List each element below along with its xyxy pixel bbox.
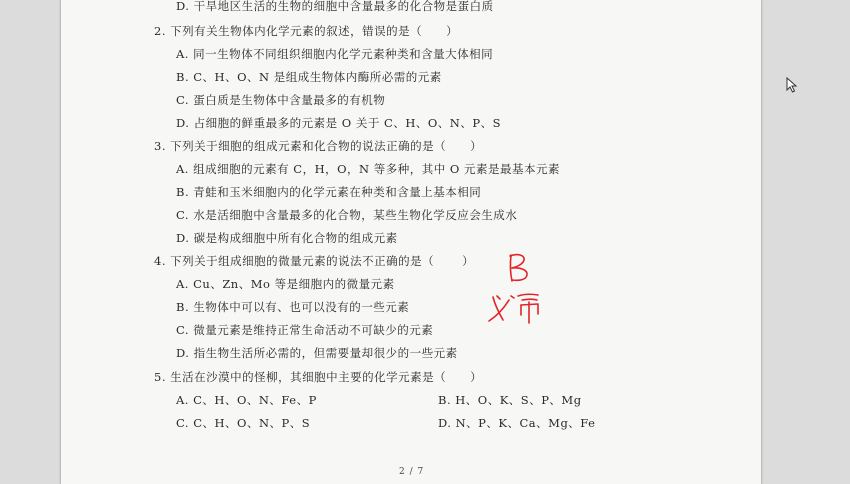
question-2-option-b: B. C、H、O、N 是组成生物体内酶所必需的元素 [176,70,442,84]
question-3-option-d: D. 碳是构成细胞中所有化合物的组成元素 [176,231,398,245]
question-4-option-b: B. 生物体中可以有、也可以没有的一些元素 [176,300,410,314]
question-4-option-a: A. Cu、Zn、Mo 等是细胞内的微量元素 [176,277,395,291]
question-2-option-c: C. 蛋白质是生物体中含量最多的有机物 [176,93,386,107]
question-3-stem: 3. 下列关于细胞的组成元素和化合物的说法正确的是（ ） [154,139,483,153]
mouse-pointer-icon [786,77,798,93]
question-5-option-d: D. N、P、K、Ca、Mg、Fe [438,416,596,430]
question-4-option-d: D. 指生物生活所必需的，但需要量却很少的一些元素 [176,346,458,360]
question-3-option-b: B. 青蛙和玉米细胞内的化学元素在种类和含量上基本相同 [176,185,482,199]
question-5-option-a: A. C、H、O、N、Fe、P [176,393,317,407]
question-2-option-a: A. 同一生物体不同组织细胞内化学元素种类和含量大体相同 [176,47,494,61]
document-page [60,0,762,484]
previous-option-d: D. 干旱地区生活的生物的细胞中含量最多的化合物是蛋白质 [176,0,494,13]
question-3-option-c: C. 水是活细胞中含量最多的化合物，某些生物化学反应会生成水 [176,208,518,222]
handwritten-annotation [485,250,565,325]
question-4-stem-text: 4. 下列关于组成细胞的微量元素的说法不正确的是（ [154,254,435,268]
question-2-option-d: D. 占细胞的鲜重最多的元素是 O 关于 C、H、O、N、P、S [176,116,501,130]
handwritten-note [489,294,538,323]
question-5-option-b: B. H、O、K、S、P、Mg [438,393,582,407]
question-4-stem [154,254,474,268]
question-4-stem-end: ） [462,254,475,268]
question-3-option-a: A. 组成细胞的元素有 C，H，O，N 等多种，其中 O 元素是最基本元素 [176,162,560,176]
question-5-stem: 5. 生活在沙漠中的怪柳，其细胞中主要的化学元素是（ ） [154,370,483,384]
question-5-option-c: C. C、H、O、N、P、S [176,416,311,430]
question-2-stem: 2. 下列有关生物体内化学元素的叙述，错误的是（ ） [154,24,459,38]
question-4-option-c: C. 微量元素是维持正常生命活动不可缺少的元素 [176,323,434,337]
handwritten-answer-b [510,255,527,281]
page-number: 2 / 7 [399,467,425,477]
